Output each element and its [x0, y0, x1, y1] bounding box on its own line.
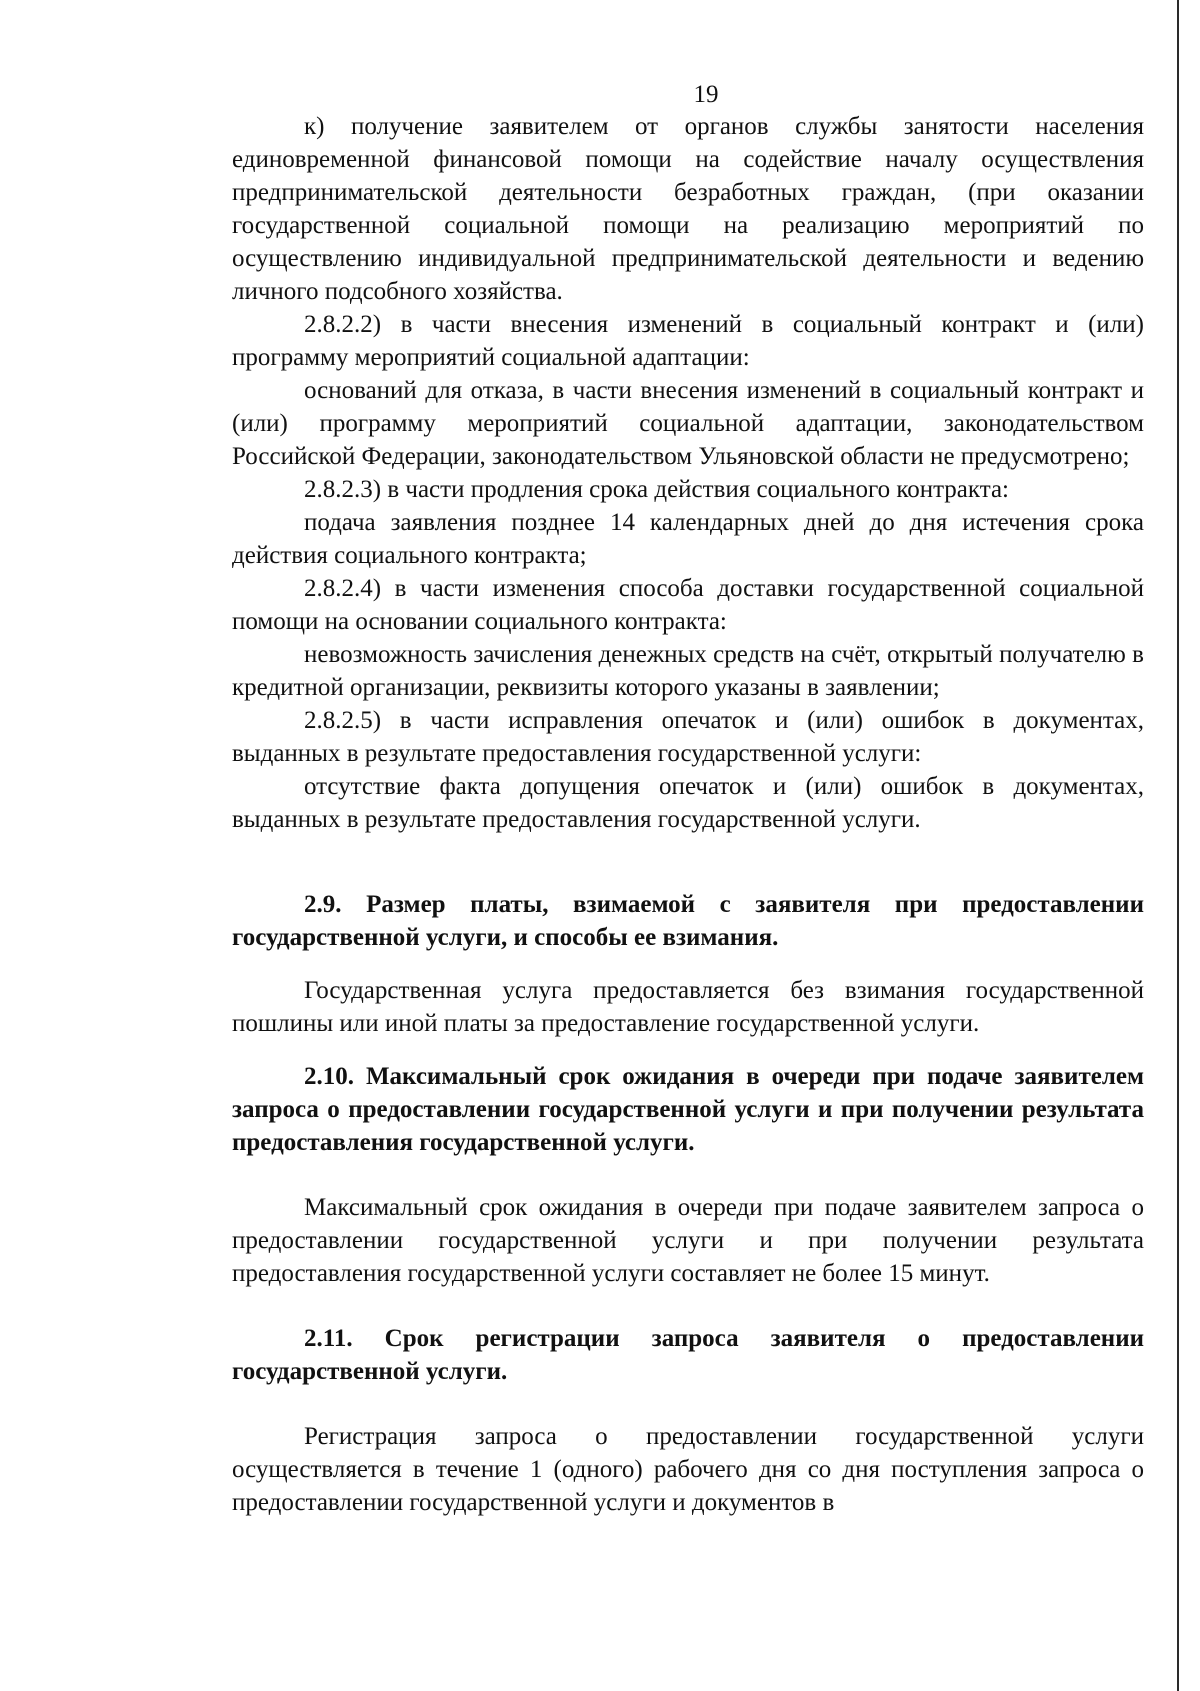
section-text-2-9: Государственная услуга предоставляется без взимания государственной пошлины или иной платы за предоставление государственной услуги. [232, 977, 1144, 1037]
paragraph-2-8-2-2: 2.8.2.2) в части внесения изменений в социальный контракт и (или) программу мероприятий социальной адаптации: [232, 311, 1144, 371]
paragraph-2-8-2-2-body: оснований для отказа, в части внесения изменений в социальный контракт и (или) программу мероприятий социальной адаптации, законодательством Российской Федерации, законодательством Ульяновской области не предусмотрено; [232, 377, 1144, 470]
paragraph-2-8-2-4-body: невозможность зачисления денежных средств на счёт, открытый получателю в кредитной организации, реквизиты которого указаны в заявлении; [232, 641, 1144, 701]
section-heading-2-10: 2.10. Максимальный срок ожидания в очереди при подаче заявителем запроса о предоставлении государственной услуги и при получении результата предоставления государственной услуги. [232, 1063, 1144, 1156]
section-heading-2-9: 2.9. Размер платы, взимаемой с заявителя при предоставлении государственной услуги, и способы ее взимания. [232, 891, 1144, 951]
paragraph-2-8-2-3-body: подача заявления позднее 14 календарных дней до дня истечения срока действия социального контракта; [232, 509, 1144, 569]
paragraph-2-8-2-5: 2.8.2.5) в части исправления опечаток и (или) ошибок в документах, выданных в результате предоставления государственной услуги: [232, 707, 1144, 767]
page-number: 19 [693, 81, 719, 108]
section-text-2-11: Регистрация запроса о предоставлении государственной услуги осуществляется в течение 1 (одного) рабочего дня со дня поступления запроса о предоставлении государственной услуги и документов в [232, 1423, 1144, 1516]
section-heading-2-11: 2.11. Срок регистрации запроса заявителя о предоставлении государственной услуги. [232, 1325, 1144, 1385]
paragraph-2-8-2-5-body: отсутствие факта допущения опечаток и (или) ошибок в документах, выданных в результате предоставления государственной услуги. [232, 773, 1144, 833]
paragraph-2-8-2-3: 2.8.2.3) в части продления срока действия социального контракта: [304, 476, 1009, 503]
section-text-2-10: Максимальный срок ожидания в очереди при подаче заявителем запроса о предоставлении государственной услуги и при получении результата предоставления государственной услуги составляет не более 15 минут. [232, 1194, 1144, 1287]
page-edge-line [1177, 0, 1179, 1691]
paragraph-item-k: к) получение заявителем от органов службы занятости населения единовременной финансовой помощи на содействие началу осуществления предпринимательской деятельности безработных граждан, (при оказании государственной социальной помощи на реализацию мероприятий по осуществлению индивидуальной предпринимательской деятельности и ведению личного подсобного хозяйства. [232, 113, 1144, 305]
paragraph-2-8-2-4: 2.8.2.4) в части изменения способа доставки государственной социальной помощи на основании социального контракта: [232, 575, 1144, 635]
document-body [232, 110, 1144, 1519]
